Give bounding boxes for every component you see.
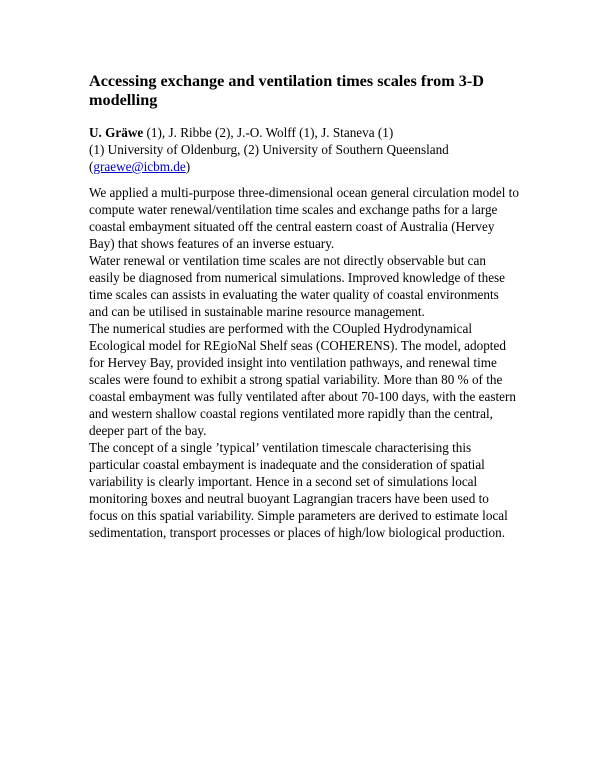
contact-line <box>89 158 529 175</box>
abstract-paragraph: The numerical studies are performed with the COupled Hydrodynamical Ecological model for REgioNal Shelf seas (COHERENS). The model, adopted for Hervey Bay, provided insight into ventilation pathways, and renewal time scales were found to exhibit a strong spatial variability. More than 80 % of the coastal embayment was fully ventilated after about 70-100 days, with the eastern and western shallow coastal regions ventilated more rapidly than the central, deeper part of the bay. <box>89 321 516 438</box>
affiliations: (1) University of Oldenburg, (2) University of Southern Queensland <box>89 142 449 157</box>
lead-author: U. Gräwe <box>89 125 144 140</box>
co-authors: (1), J. Ribbe (2), J.-O. Wolff (1), J. Staneva (1) <box>143 125 394 140</box>
email-open-paren: ( <box>89 159 94 174</box>
abstract-paragraph: We applied a multi-purpose three-dimensional ocean general circulation model to compute water renewal/ventilation time scales and exchange paths for a large coastal embayment situated off the central eastern coast of Australia (Hervey Bay) that shows features of an inverse estuary. <box>89 185 519 251</box>
author-block <box>89 124 529 175</box>
abstract-paragraph: Water renewal or ventilation time scales are not directly observable but can easily be diagnosed from numerical simulations. Improved knowledge of these time scales can assists in evaluating the water quality of coastal environments and can be utilised in sustainable marine resource management. <box>89 253 506 319</box>
author-line <box>89 124 529 141</box>
paper-title: Accessing exchange and ventilation times scales from 3-D modelling <box>89 72 484 109</box>
abstract-paragraph: The concept of a single ’typical’ ventilation timescale characterising this particular coastal embayment is inadequate and the consideration of spatial variability is clearly important. Hence in a second set of simulations local monitoring boxes and neutral buoyant Lagrangian tracers have been used to focus on this spatial variability. Simple parameters are derived to estimate local sedimentation, transport processes or places of high/low biological production. <box>89 440 508 540</box>
email-close-paren: ) <box>185 159 191 174</box>
email-link[interactable]: graewe@icbm.de <box>93 159 186 174</box>
abstract-body <box>89 184 519 541</box>
